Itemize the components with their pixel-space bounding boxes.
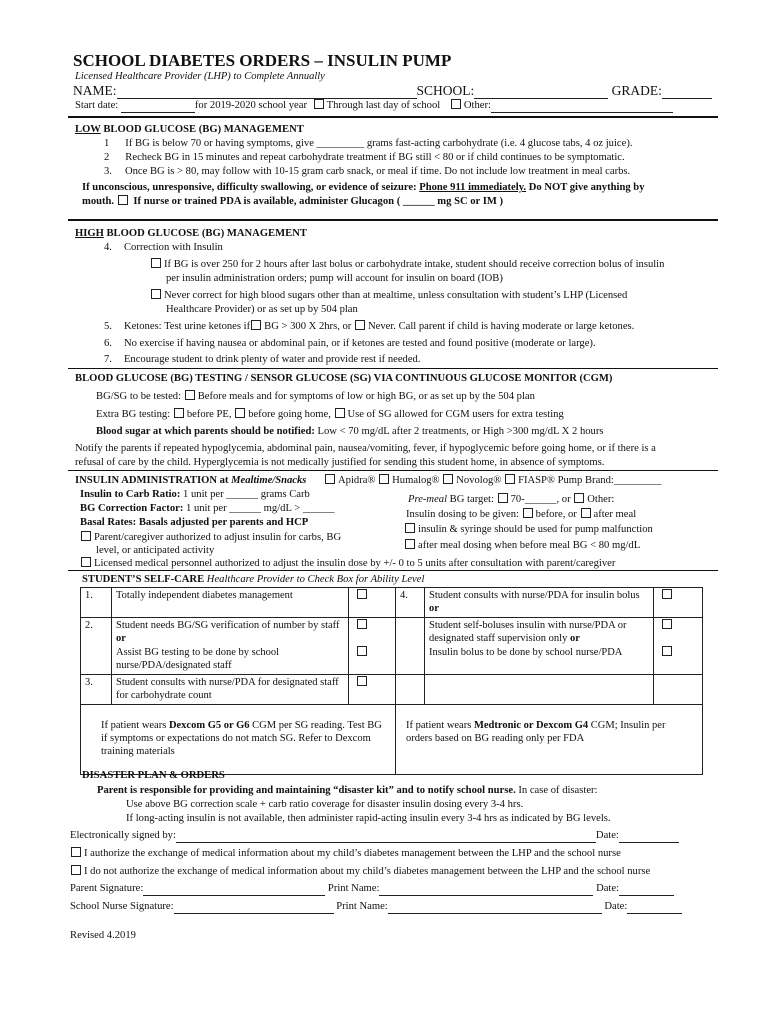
- parent-sig-label: Parent Signature:: [70, 883, 144, 894]
- other-field[interactable]: [491, 101, 673, 113]
- dosing-label: Insulin dosing to be given:: [406, 509, 519, 520]
- esigned-date-field[interactable]: [619, 831, 679, 843]
- disaster-bold-text: Parent is responsible for providing and maintaining “disaster kit” and to notify school nurse.: [97, 785, 516, 796]
- selfcare-3-checkbox[interactable]: [357, 676, 367, 686]
- authorize-checkbox[interactable]: [71, 847, 81, 857]
- apidra-label: Apidra®: [338, 475, 376, 486]
- not-authorize-row: [70, 865, 650, 879]
- through-label: Through last day of school: [326, 100, 441, 111]
- school-label: SCHOOL:: [416, 83, 475, 98]
- parent-signature-field[interactable]: [143, 884, 325, 896]
- or-text: or: [569, 633, 580, 645]
- licensed-text: Licensed medical personnel authorized to adjust the insulin dose by +/- 0 to 5 units after consultation with parent/caregiver: [94, 558, 616, 569]
- grade-field[interactable]: [662, 87, 712, 99]
- ketones-never-checkbox[interactable]: [355, 320, 365, 330]
- start-date-label: Start date:: [75, 100, 119, 111]
- premeal-other-checkbox[interactable]: [574, 493, 584, 503]
- date-label: Date:: [596, 883, 620, 894]
- other-checkbox[interactable]: [451, 99, 461, 109]
- testing-line-1: [96, 390, 535, 404]
- row2-text-a: Student needs BG/SG verification of number by staff: [116, 619, 340, 631]
- item-text: If BG is below 70 or having symptoms, give _________ grams fast-acting carbohydrate (i.e. 4 glucose tabs, 4 oz juice).: [125, 138, 633, 149]
- high-heading-rest: BLOOD GLUCOSE (BG) MANAGEMENT: [103, 228, 307, 239]
- medtronic-cell: [396, 704, 703, 774]
- premeal-70-text: 70-______, or: [510, 494, 571, 505]
- row-text: Student consults with nurse/PDA for designated staff for carbohydrate count: [112, 674, 349, 704]
- premeal-target-label: BG target:: [447, 494, 494, 505]
- dexcom-model: Dexcom G5 or G6: [168, 719, 250, 731]
- notify-label: Blood sugar at which parents should be notified:: [96, 426, 315, 437]
- row4-text-b: Student self-boluses insulin with nurse/PDA or designated staff supervision only: [429, 619, 627, 645]
- before-meals-checkbox[interactable]: [185, 390, 195, 400]
- high-item-7: [104, 353, 420, 367]
- not-authorize-text: I do not authorize the exchange of medical information about my child’s diabetes management between the LHP and the school nurse: [84, 866, 651, 877]
- empty-cell: [425, 674, 654, 704]
- item-text: Once BG is > 80, may follow with 10-15 gram carb snack, or meal if time. Do not include low treatment in meal carbs.: [124, 166, 631, 177]
- correction-checkbox-1[interactable]: [151, 258, 161, 268]
- selfcare-4c-checkbox[interactable]: [662, 646, 672, 656]
- divider: [68, 368, 718, 369]
- seizure-line-2: [82, 195, 503, 209]
- divider: [68, 116, 718, 118]
- row-text: [425, 617, 654, 674]
- testing-text: Before meals and for symptoms of low or high BG, or as set up by the 504 plan: [197, 391, 535, 402]
- carb-ratio: [80, 488, 310, 502]
- high-heading-underlined: HIGH: [75, 228, 104, 239]
- esigned-row: [70, 829, 679, 843]
- row4-text-c: Insulin bolus to be done by school nurse/PDA: [429, 646, 623, 658]
- premeal-other-text: Other:: [587, 494, 615, 505]
- item-text: No exercise if having nausea or abdominal pain, or if ketones are tested and found positive (moderate or large).: [123, 338, 596, 349]
- row4-text-a: Student consults with nurse/PDA for insulin bolus: [429, 590, 640, 601]
- correction-factor-label: BG Correction Factor:: [80, 503, 184, 514]
- nurse-print-field[interactable]: [388, 902, 602, 914]
- insulin-heading: [75, 474, 306, 488]
- page-title: SCHOOL DIABETES ORDERS – INSULIN PUMP: [73, 51, 452, 70]
- option-text: Never correct for high blood sugars other than at mealtime, unless consultation with student’s LHP (Licensed: [164, 290, 628, 301]
- premeal-label: Pre-meal: [408, 494, 448, 505]
- item-text: Correction with Insulin: [123, 242, 223, 253]
- revised-date: Revised 4.2019: [70, 930, 136, 941]
- checkbox-cell: [654, 617, 703, 674]
- row-number: 4.: [396, 588, 425, 618]
- syringe-checkbox[interactable]: [405, 523, 415, 533]
- phone-911-text: Phone 911 immediately.: [419, 182, 527, 193]
- row-number: 3.: [81, 674, 112, 704]
- high-option-2: [150, 289, 627, 303]
- fiasp-label: FIASP® Pump Brand:_________: [518, 475, 662, 486]
- selfcare-1-checkbox[interactable]: [357, 589, 367, 599]
- parent-authorized-b: level, or anticipated activity: [96, 545, 215, 556]
- low-heading-underlined: LOW: [75, 124, 101, 135]
- checkbox-cell: [349, 588, 396, 618]
- disaster-line-1: [97, 784, 598, 798]
- selfcare-4a-checkbox[interactable]: [662, 589, 672, 599]
- selfcare-table: [80, 587, 703, 775]
- apidra-checkbox[interactable]: [325, 474, 335, 484]
- dosing-timing: [406, 508, 636, 522]
- disaster-text: In case of disaster:: [515, 785, 598, 796]
- item-number: 3.: [104, 166, 112, 177]
- dosing-before-text: before, or: [535, 509, 577, 520]
- disaster-line-3: If long-acting insulin is not available, then administer rapid-acting insulin every 3-4 hrs as indicated by BG levels.: [126, 813, 611, 824]
- school-field[interactable]: [474, 87, 608, 99]
- selfcare-2a-checkbox[interactable]: [357, 619, 367, 629]
- ketones-bg-checkbox[interactable]: [251, 320, 261, 330]
- glucagon-checkbox[interactable]: [118, 195, 128, 205]
- licensed-adjust-checkbox[interactable]: [81, 557, 91, 567]
- aftermeal-line: [404, 539, 640, 553]
- correction-factor-value: 1 unit per ______ mg/dL > ______: [183, 503, 335, 514]
- other-label: Other:: [463, 100, 491, 111]
- medtronic-model: Medtronic or Dexcom G4: [473, 719, 589, 731]
- item-number: 6.: [104, 338, 112, 349]
- premeal-target: [408, 493, 614, 507]
- low-item-2: [104, 151, 625, 165]
- row-number: 1.: [81, 588, 112, 618]
- before-home-checkbox[interactable]: [235, 408, 245, 418]
- aftermeal-text: after meal dosing when before meal BG < 80 mg/dL: [418, 540, 641, 551]
- school-year-text: for 2019-2020 school year: [194, 100, 307, 111]
- date-label: Date:: [604, 901, 628, 912]
- esigned-field[interactable]: [176, 831, 596, 843]
- high-item-4: [104, 241, 223, 255]
- not-authorize-checkbox[interactable]: [71, 865, 81, 875]
- nurse-sig-row: [70, 900, 682, 914]
- before-pe-checkbox[interactable]: [174, 408, 184, 418]
- correction-factor: [80, 502, 335, 516]
- dexcom-text-a: If patient wears: [101, 719, 169, 731]
- dexcom-cell: [81, 704, 396, 774]
- ketones-bg-text: BG > 300 X 2hrs, or: [264, 321, 352, 332]
- disaster-heading: DISASTER PLAN & ORDERS: [82, 770, 225, 781]
- insulin-heading-text: INSULIN ADMINISTRATION at: [75, 475, 232, 486]
- correction-checkbox-2[interactable]: [151, 289, 161, 299]
- syringe-text: insulin & syringe should be used for pump malfunction: [418, 524, 653, 535]
- name-field[interactable]: [117, 87, 417, 99]
- empty-cell: [654, 674, 703, 704]
- row-text: Totally independent diabetes management: [112, 588, 349, 618]
- seizure-text-c: mouth.: [82, 196, 115, 207]
- seizure-text: If unconscious, unresponsive, difficulty swallowing, or evidence of seizure:: [82, 182, 420, 193]
- checkbox-cell: [349, 674, 396, 704]
- sg-allowed-checkbox[interactable]: [335, 408, 345, 418]
- extra-testing-label: Extra BG testing:: [96, 409, 171, 420]
- testing-line-2: [96, 408, 564, 422]
- premeal-70-checkbox[interactable]: [498, 493, 508, 503]
- basal-rates: Basal Rates: Basals adjusted per parents and HCP: [80, 517, 309, 528]
- carb-ratio-value: 1 unit per ______ grams Carb: [180, 489, 310, 500]
- or-text: or: [116, 633, 126, 645]
- item-text: Recheck BG in 15 minutes and repeat carbohydrate treatment if BG still < 80 or if child continues to be symptomatic.: [125, 152, 625, 163]
- testing-heading: BLOOD GLUCOSE (BG) TESTING / SENSOR GLUCOSE (SG) VIA CONTINUOUS GLUCOSE MONITOR (CGM): [75, 373, 613, 384]
- dosing-after-checkbox[interactable]: [581, 508, 591, 518]
- item-number: 5.: [104, 321, 112, 332]
- print-name-label: Print Name:: [327, 883, 380, 894]
- dosing-before-checkbox[interactable]: [523, 508, 533, 518]
- sg-allowed-text: Use of SG allowed for CGM users for extra testing: [347, 409, 564, 420]
- start-date-row: [75, 99, 673, 113]
- item-number: 4.: [104, 242, 112, 253]
- selfcare-2b-checkbox[interactable]: [357, 646, 367, 656]
- divider: [68, 219, 718, 221]
- item-number: 2: [104, 152, 110, 163]
- item-number: 1: [104, 138, 110, 149]
- seizure-text-b: Do NOT give anything by: [526, 182, 645, 193]
- notify-line: [96, 425, 604, 439]
- humalog-label: Humalog®: [392, 475, 440, 486]
- licensed-line: [80, 557, 615, 571]
- row-text: [425, 588, 654, 618]
- start-date-field[interactable]: [121, 101, 195, 113]
- low-item-3: [104, 165, 630, 179]
- high-option-2b: Healthcare Provider) or as set up by 504 plan: [166, 304, 358, 315]
- name-row: [73, 82, 712, 99]
- medtronic-text-c: CGM; Insulin per orders based on BG reading only per FDA: [406, 719, 666, 744]
- high-heading: [75, 227, 307, 241]
- nurse-date-field[interactable]: [627, 902, 682, 914]
- esigned-label: Electronically signed by:: [70, 830, 176, 841]
- disaster-line-2: Use above BG correction scale + carb ratio coverage for disaster insulin dosing every 3-4 hrs.: [126, 799, 524, 810]
- low-heading: [75, 123, 304, 137]
- item-number: 7.: [104, 354, 112, 365]
- novolog-label: Novolog®: [456, 475, 502, 486]
- nurse-signature-field[interactable]: [174, 902, 334, 914]
- parent-sig-row: [70, 882, 674, 896]
- nurse-sig-label: School Nurse Signature:: [70, 901, 174, 912]
- through-checkbox[interactable]: [314, 99, 324, 109]
- parent-adjust-text: Parent/caregiver authorized to adjust insulin for carbs, BG: [94, 532, 342, 543]
- empty-cell: [396, 617, 425, 674]
- row-text: [112, 617, 349, 674]
- high-option-1: [150, 258, 664, 272]
- selfcare-heading-italic: Healthcare Provider to Check Box for Ability Level: [204, 574, 425, 585]
- divider: [68, 570, 718, 571]
- insulin-brands: [324, 474, 662, 488]
- medtronic-text-a: If patient wears: [406, 719, 474, 731]
- item-text: Encourage student to drink plenty of water and provide rest if needed.: [123, 354, 421, 365]
- ketones-never-text: Never. Call parent if child is having moderate or large ketones.: [367, 321, 635, 332]
- authorize-row: [70, 847, 621, 861]
- table-row: [81, 588, 703, 618]
- seizure-line-1: [82, 181, 645, 195]
- authorize-text: I authorize the exchange of medical information about my child’s diabetes management between the LHP and the school nurse: [84, 848, 621, 859]
- print-name-label: Print Name:: [336, 901, 388, 912]
- empty-cell: [396, 674, 425, 704]
- name-label: NAME:: [73, 83, 117, 98]
- selfcare-heading-bold: STUDENT’S SELF-CARE: [82, 574, 205, 585]
- carb-ratio-label: Insulin to Carb Ratio:: [80, 489, 181, 500]
- high-item-5: [104, 320, 634, 334]
- notify-para-2: refusal of care by the child. Hyperglycemia is not medically justified for sending this student home, in absence of symptoms.: [75, 457, 605, 468]
- glucagon-text: If nurse or trained PDA is available, administer Glucagon ( ______ mg SC or IM ): [133, 196, 504, 207]
- ketones-text: Ketones: Test urine ketones if: [123, 321, 251, 332]
- before-pe-text: before PE,: [186, 409, 232, 420]
- date-label: Date:: [595, 830, 619, 841]
- checkbox-cell: [349, 617, 396, 674]
- parent-date-field[interactable]: [619, 884, 674, 896]
- low-item-1: [104, 137, 633, 151]
- row2-text-b: Assist BG testing to be done by school nurse/PDA/designated staff: [116, 646, 280, 672]
- high-item-6: [104, 337, 596, 351]
- insulin-heading-italic: Mealtime/Snacks: [231, 475, 307, 486]
- table-row: [81, 704, 703, 774]
- row-number: 2.: [81, 617, 112, 674]
- fiasp-checkbox[interactable]: [505, 474, 515, 484]
- dosing-after-text: after meal: [593, 509, 637, 520]
- parent-adjust-checkbox[interactable]: [81, 531, 91, 541]
- selfcare-heading: [82, 573, 424, 587]
- table-row: [81, 617, 703, 674]
- syringe-line: [404, 523, 653, 537]
- selfcare-4b-checkbox[interactable]: [662, 619, 672, 629]
- notify-para-1: Notify the parents if repeated hypoglycemia, abdominal pain, nausea/vomiting, fever, if hypoglycemic before going home, or if there is a: [75, 443, 656, 454]
- page-subtitle: Licensed Healthcare Provider (LHP) to Complete Annually: [75, 71, 325, 82]
- aftermeal-checkbox[interactable]: [405, 539, 415, 549]
- checkbox-cell: [654, 588, 703, 618]
- novolog-checkbox[interactable]: [443, 474, 453, 484]
- high-option-1b: per insulin administration orders; pump will account for insulin on board (IOB): [166, 273, 503, 284]
- notify-text: Low < 70 mg/dL after 2 treatments, or High >300 mg/dL X 2 hours: [314, 426, 604, 437]
- parent-authorized: [80, 531, 341, 545]
- dexcom-text-c: CGM per SG reading. Test BG if symptoms or expectations do not match SG. Refer to Dexcom training materials: [101, 719, 382, 758]
- before-home-text: before going home,: [248, 409, 331, 420]
- testing-label: BG/SG to be tested:: [96, 391, 182, 402]
- divider: [68, 470, 718, 471]
- or-text: or: [429, 603, 439, 615]
- low-heading-rest: BLOOD GLUCOSE (BG) MANAGEMENT: [100, 124, 304, 135]
- parent-print-field[interactable]: [379, 884, 593, 896]
- option-text: If BG is over 250 for 2 hours after last bolus or carbohydrate intake, student should receive correction bolus of insulin: [164, 259, 665, 270]
- humalog-checkbox[interactable]: [379, 474, 389, 484]
- table-row: [81, 674, 703, 704]
- grade-label: GRADE:: [611, 83, 662, 98]
